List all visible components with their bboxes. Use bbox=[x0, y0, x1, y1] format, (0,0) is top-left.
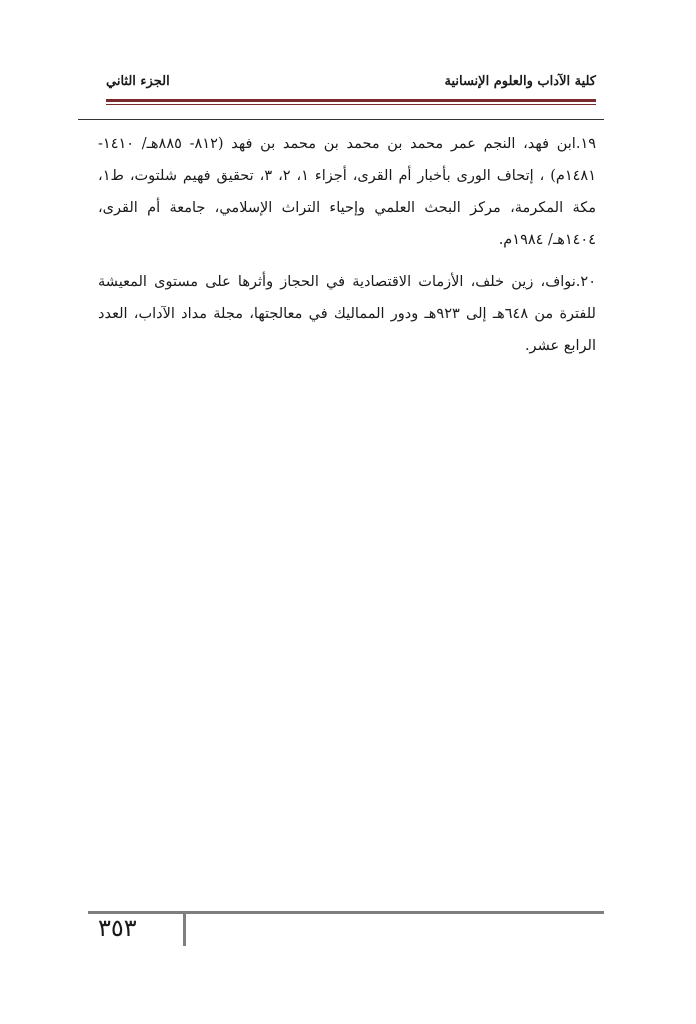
part-title: الجزء الثاني bbox=[106, 74, 170, 89]
reference-item: ١٩.ابن فهد، النجم عمر محمد بن محمد بن محمد بن فهد (٨١٢- ٨٨٥هـ/ ١٤١٠- ١٤٨١م) ، إتحاف الورى بأخبار أم القرى، أجزاء ١، ٢، ٣، تحقيق فهيم شلتوت، ط١، مكة المكرمة، مركز البحث العلمي وإحياء التراث الإسلامي، جامعة أم القرى، ١٤٠٤هـ/ ١٩٨٤م. bbox=[98, 136, 597, 248]
footer-rule bbox=[88, 911, 604, 914]
references-list bbox=[98, 128, 596, 372]
content-separator bbox=[78, 119, 604, 120]
header-rule-thick bbox=[106, 99, 596, 102]
reference-item: ٢٠.نواف، زين خلف، الأزمات الاقتصادية في الحجاز وأثرها على مستوى المعيشة للفترة من ٦٤٨هـ إلى ٩٢٣هـ ودور المماليك في معالجتها، مجلة مداد الآداب، العدد الرابع عشر. bbox=[98, 274, 596, 354]
header-rule-thin bbox=[106, 104, 596, 105]
journal-title: كلية الآداب والعلوم الإنسانية bbox=[444, 74, 596, 89]
page-number: ٣٥٣ bbox=[98, 914, 137, 942]
page-header bbox=[106, 72, 596, 96]
footer-divider bbox=[183, 912, 186, 946]
